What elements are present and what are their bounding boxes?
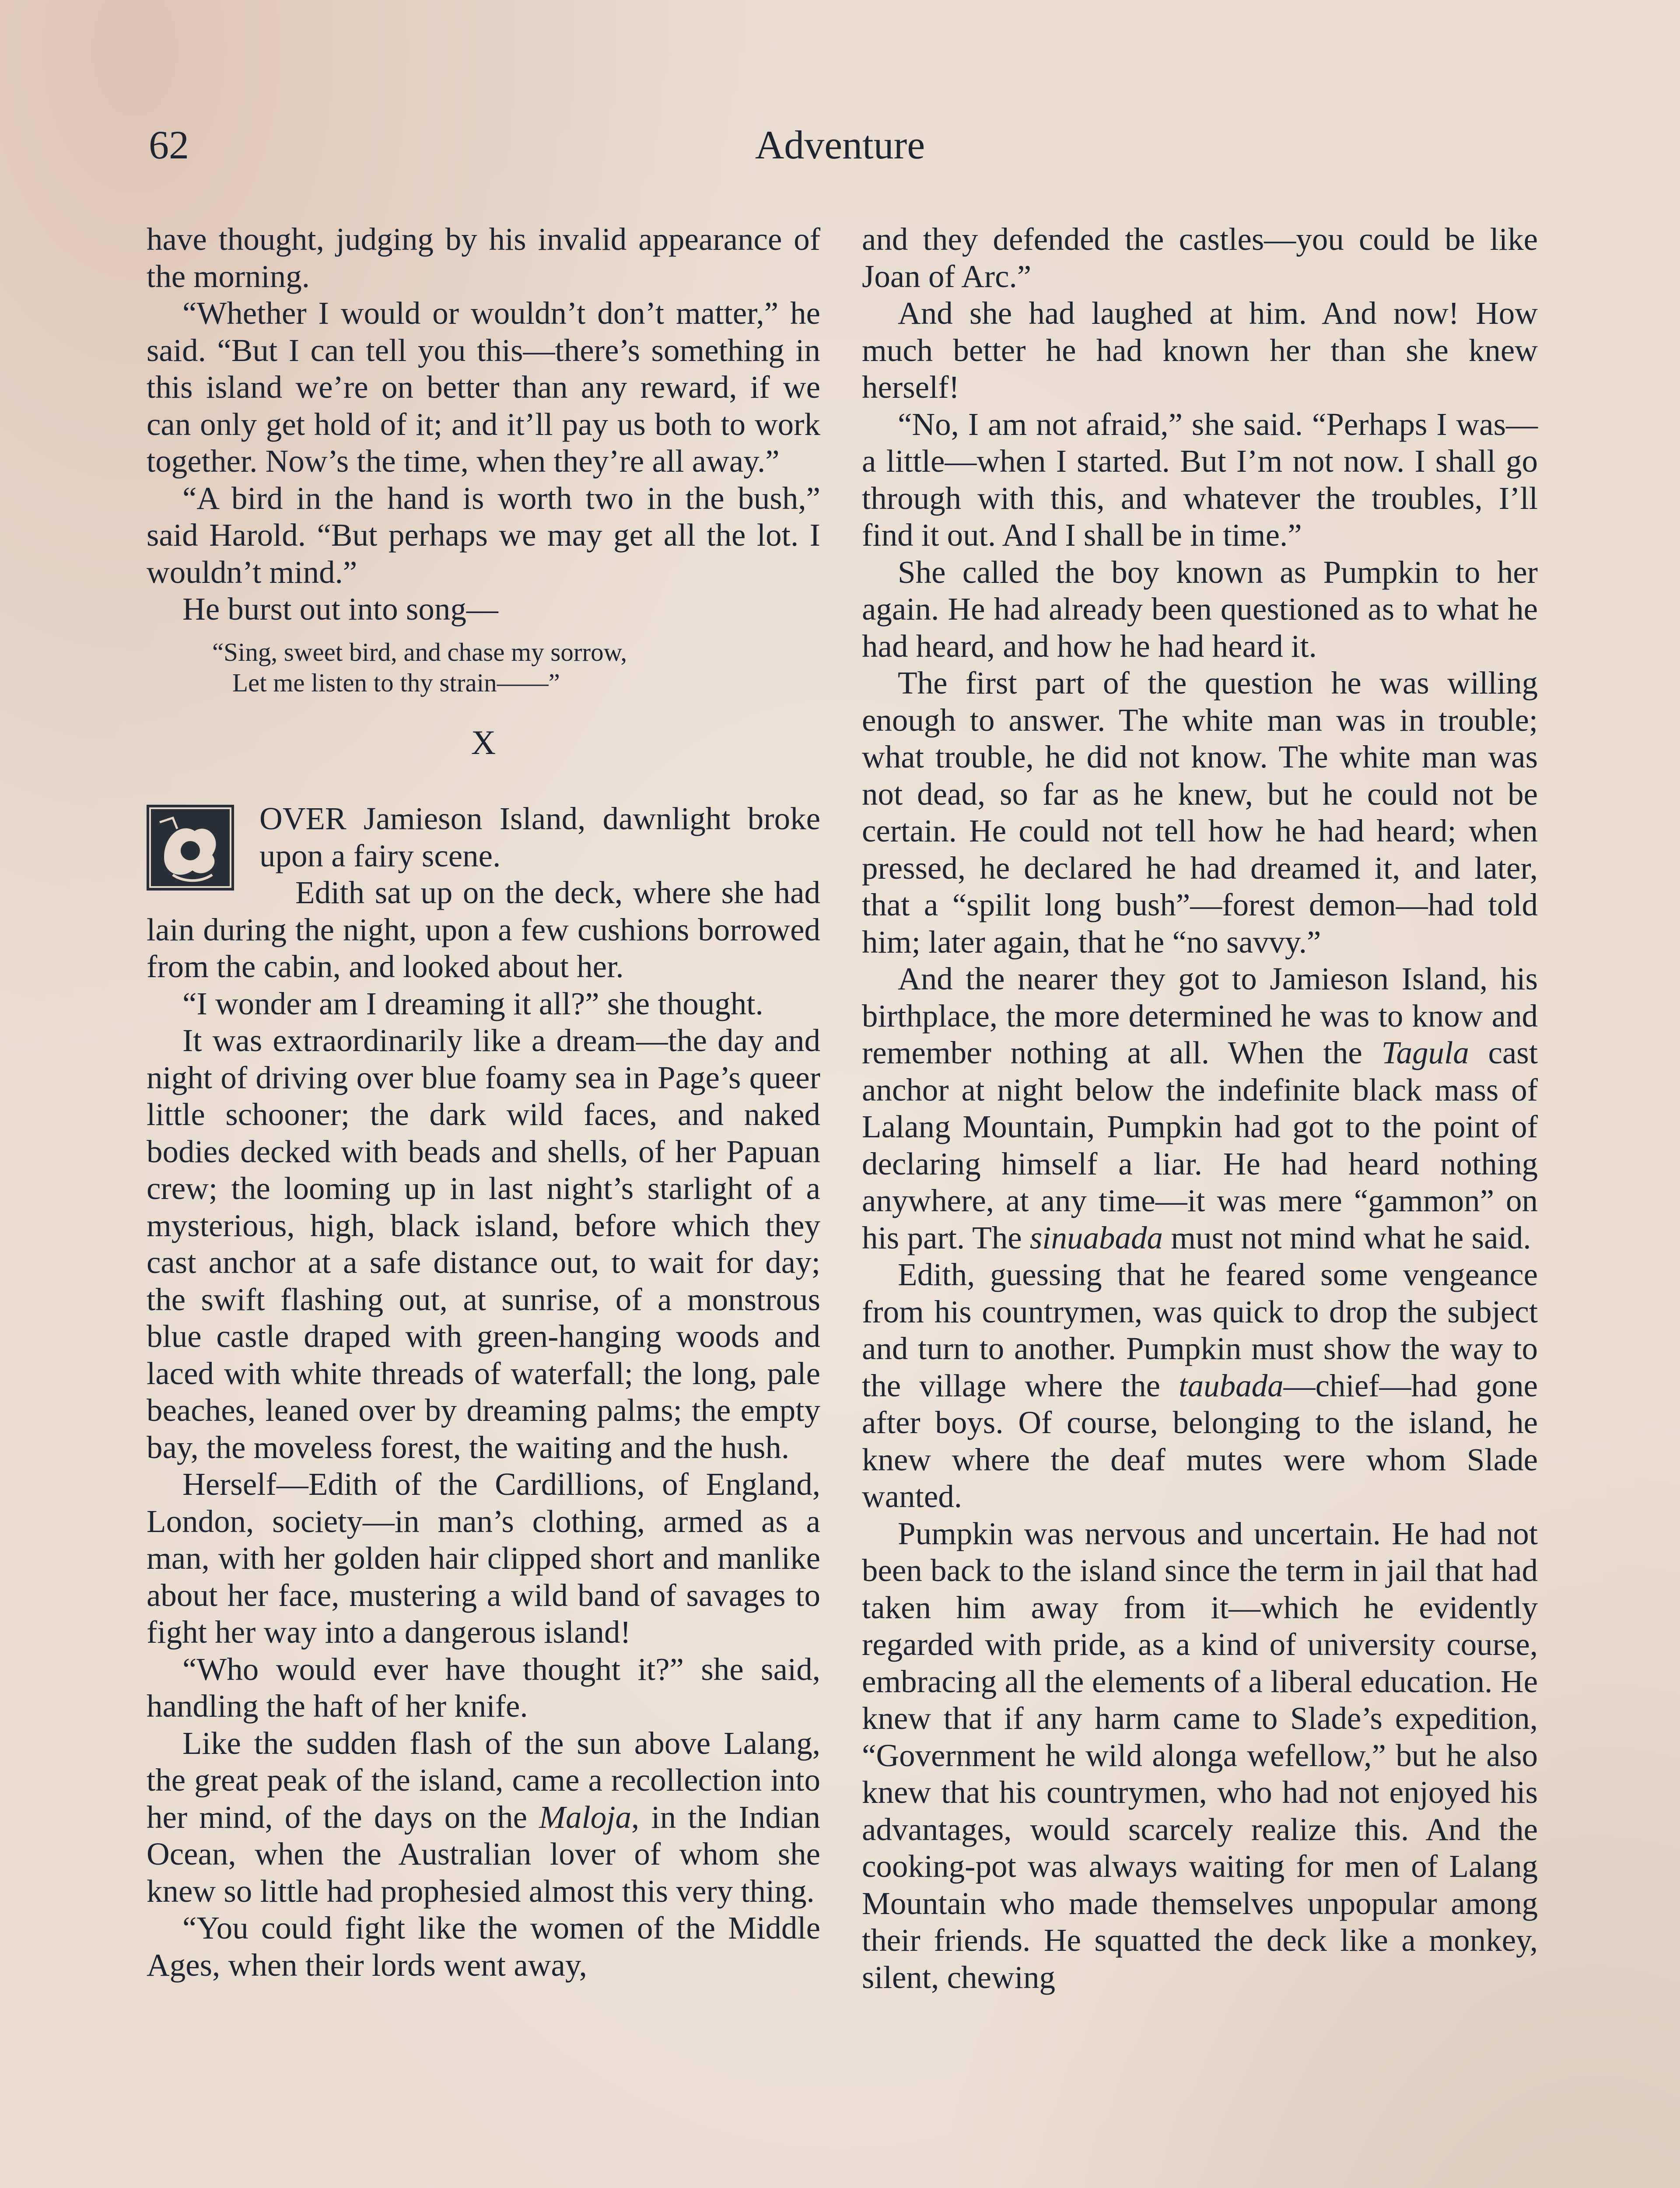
song-verse [147, 637, 820, 698]
native-word: sinuabada [1029, 1220, 1163, 1255]
right-column [862, 221, 1538, 1996]
paragraph: “I wonder am I dreaming it all?” she thought. [182, 985, 763, 1021]
ship-name: Maloja [539, 1799, 632, 1835]
paragraph: Pumpkin was nervous and uncertain. He had not been back to the island since the term in jail that had taken him away from it—which he evidently regarded with pride, as a kind of university course, embracing all the elements of a liberal education. He knew that if any harm came to Slade’s expedition, “Government he wild alonga wefellow,” but he also knew that his countrymen, who had not enjoyed his advantages, would scarcely realize this. And the cooking-pot was always waiting for men of Lalang Mountain who made themselves unpopular among their friends. He squatted the deck like a monkey, silent, chewing [862, 1515, 1538, 1995]
paragraph: “A bird in the hand is worth two in the bush,” said Harold. “But perhaps we may get all the lot. I wouldn’t mind.” [147, 480, 820, 590]
paragraph [862, 961, 1538, 1256]
text-run: And the nearer they got to Jamieson Island, his birthplace, the more determined he was to know and remember nothing at all. When the [862, 961, 1538, 1070]
text-run: —chief—had gone after boys. Of course, belonging to the island, he knew where the deaf mutes were whom Slade wanted. [862, 1368, 1538, 1514]
left-column [147, 221, 820, 1984]
paragraph [862, 1256, 1538, 1515]
paragraph: Herself—Edith of the Cardillions, of England, London, society—in man’s clothing, armed as a man, with her golden hair clipped short and manlike about her face, mustering a wild band of savages to fight her way into a dangerous island! [147, 1466, 820, 1650]
paragraph: and they defended the castles—you could be like Joan of Arc.” [862, 221, 1538, 294]
paragraph: “You could fight like the women of the Middle Ages, when their lords went away, [147, 1910, 820, 1983]
chapter-heading: X [471, 723, 496, 761]
verse-line: Let me listen to thy strain——” [232, 668, 560, 697]
paragraph: OVER Jamieson Island, dawnlight broke upon a fairy scene. [259, 801, 820, 873]
paragraph: “No, I am not afraid,” she said. “Perhaps I was—a little—when I started. But I’m not now. I shall go through with this, and whatever the troubles, I’ll find it out. And I shall be in time.” [862, 406, 1538, 553]
paragraph: He burst out into song— [182, 591, 498, 627]
text-run: cast anchor at night below the indefinite black mass of Lalang Mountain, Pumpkin had got to the point of declaring himself a liar. He had heard nothing anywhere, at any time—it was mere “gammon” on his part. The [862, 1035, 1538, 1255]
paragraph [147, 1725, 820, 1910]
decorative-initial-icon [147, 805, 234, 891]
paragraph: have thought, judging by his invalid appearance of the morning. [147, 221, 820, 294]
text-run: Edith, guessing that he feared some vengeance from his countrymen, was quick to drop the subject and turn to another. Pumpkin must show the way to the village where the [862, 1257, 1538, 1403]
native-word: taubada [1179, 1368, 1284, 1403]
paragraph: Edith sat up on the deck, where she had lain during the night, upon a few cushions borrowed from the cabin, and looked about her. [147, 875, 820, 984]
paragraph: The first part of the question he was willing enough to answer. The white man was in trouble; what trouble, he did not know. The white man was not dead, so far as he knew, but he could not be certain. He could not tell how he had heard; when pressed, he declared he had dreamed it, and later, that a “spilit long bush”—forest demon—had told him; later again, that he “no savvy.” [862, 665, 1538, 960]
running-title: Adventure [755, 123, 925, 167]
ship-name: Tagula [1381, 1035, 1469, 1070]
text-run: Like the sudden flash of the sun above Lalang, the great peak of the island, came a recollection into her mind, of the days on the [147, 1725, 820, 1835]
paragraph: “Who would ever have thought it?” she said, handling the haft of her knife. [147, 1651, 820, 1724]
chapter-opening [147, 800, 820, 985]
verse-line: “Sing, sweet bird, and chase my sorrow, [212, 637, 627, 666]
paragraph: “Whether I would or wouldn’t don’t matter,” he said. “But I can tell you this—there’s something in this island we’re on better than any reward, if we can only get hold of it; and it’ll pay us both to work together. Now’s the time, when they’re all away.” [147, 295, 820, 479]
page-number: 62 [149, 123, 189, 167]
paragraph: It was extraordinarily like a dream—the day and night of driving over blue foamy sea in Page’s queer little schooner; the dark wild faces, and naked bodies decked with beads and shells, of her Papuan crew; the looming up in last night’s starlight of a mysterious, high, black island, before which they cast anchor at a safe distance out, to wait for day; the swift flashing out, at sunrise, of a monstrous blue castle draped with green-hanging woods and laced with white threads of waterfall; the long, pale beaches, leaned over by dreaming palms; the empty bay, the moveless forest, the waiting and the hush. [147, 1023, 820, 1465]
text-run: must not mind what he said. [1163, 1220, 1531, 1255]
paragraph: She called the boy known as Pumpkin to her again. He had already been questioned as to what he had heard, and how he had heard it. [862, 554, 1538, 664]
text-run: , in the Indian Ocean, when the Australian lover of whom she knew so little had prophesied almost this very thing. [147, 1799, 820, 1909]
paragraph: And she had laughed at him. And now! How much better he had known her than she knew herself! [862, 295, 1538, 405]
